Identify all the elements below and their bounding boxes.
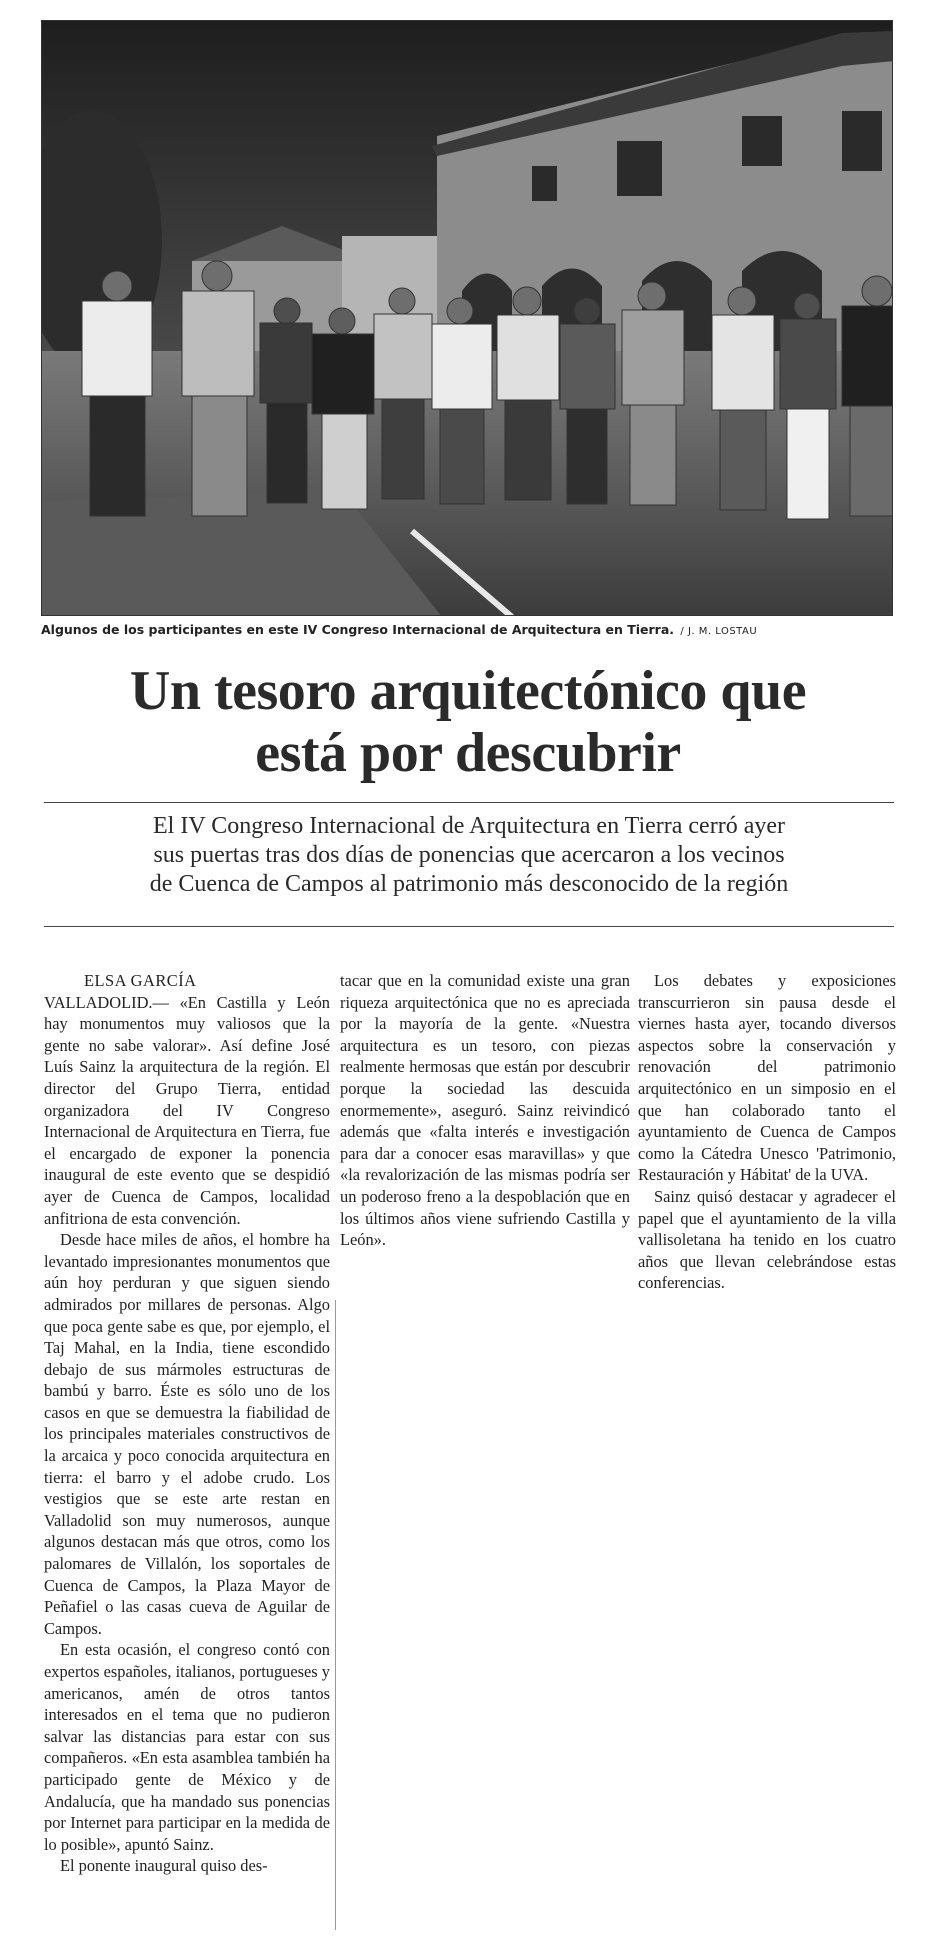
paragraph: Sainz quisó destacar y agradecer el papel que el ayuntamiento de la villa vallisoletana ha tenido en los cuatro años que llevan celebrándose estas conferencias. [638,1186,896,1293]
paragraph: VALLADOLID.— «En Castilla y León hay monumentos muy valiosos que la gente no sabe valorar». Así define José Luís Sainz la arquitectura de la región. El director del Grupo Tierra, entidad organizadora del IV Congreso Internacional de Arquitectura en Tierra, fue el encargado de exponer la ponencia inaugural de este evento que se despidió ayer de Cuenca de Campos, localidad anfitriona de esta convención. [44,992,330,1228]
headline [40,660,896,784]
deck-line-1: El IV Congreso Internacional de Arquitectura en Tierra cerró ayer [153,813,785,839]
article-column-3 [638,970,896,1294]
headline-line-2: está por descubrir [255,722,681,784]
article-photo [41,20,893,616]
deck-line-3: de Cuenca de Campos al patrimonio más desconocido de la región [149,871,789,897]
deck-top-rule [44,802,894,803]
column-divider [335,1300,336,1930]
photo-credit: / J. M. LOSTAU [680,626,758,637]
paragraph: tacar que en la comunidad existe una gran riqueza arquitectónica que no es apreciada por la mayoría de la gente. «Nuestra arquitectura es un tesoro, con piezas realmente hermosas que están por descubrir porque la sociedad las descuida enormemente», aseguró. Sainz reivindicó además que «falta interés e investigación para dar a conocer esas maravillas» y que «la revalorización de las mismas podría ser un poderoso freno a la despoblación que en los últimos años viene sufriendo Castilla y León». [340,971,630,1250]
paragraph: En esta ocasión, el congreso contó con expertos españoles, italianos, portugueses y americanos, amén de otros tantos interesados en el tema que no pudieron salvar las distancias para estar con sus compañeros. «En esta asamblea también ha participado gente de México y de Andalucía, que ha mandado sus ponencias por Internet para participar en la medida de lo posible», apuntó Sainz. [44,1640,330,1854]
paragraph: El ponente inaugural quiso des- [60,1856,268,1876]
deck [44,812,894,899]
paragraph: Los debates y exposiciones transcurrieron sin pausa desde el viernes hasta ayer, tocando diversos aspectos sobre la conservación y renovación del patrimonio arquitectónico en un simposio en el que han colaborado tanto el ayuntamiento de Cuenca de Campos como la Cátedra Unesco 'Patrimonio, Restauración y Hábitat' de la UVA. [638,971,896,1185]
caption-text: Algunos de los participantes en este IV Congreso Internacional de Arquitectura en Tierra. [41,622,675,637]
article-column-2 [340,970,630,1251]
article-column-1 [44,970,330,1877]
photo-caption [41,622,901,637]
deck-line-2: sus puertas tras dos días de ponencias que acercaron a los vecinos [153,842,785,868]
headline-line-1: Un tesoro arquitectónico que [129,660,807,722]
deck-bottom-rule [44,926,894,927]
paragraph: Desde hace miles de años, el hombre ha levantado impresionantes monumentos que aún hoy perduran y que siguen siendo admirados por millares de personas. Algo que poca gente sabe es que, por ejemplo, el Taj Mahal, en la India, tiene escondido debajo de sus mármoles estructuras de bambú y barro. Éste es sólo uno de los casos en que se demuestra la fiabilidad de los principales materiales constructivos de la arcaica y poco conocida arquitectura en tierra: el barro y el adobe crudo. Los vestigios que se este arte restan en Valladolid son muy numerosos, aunque algunos destacan más que otros, como los palomares de Villalón, los soportales de Cuenca de Campos, la Plaza Mayor de Peñafiel o las casas cueva de Aguilar de Campos. [44,1230,330,1638]
byline: ELSA GARCÍA [84,971,197,990]
